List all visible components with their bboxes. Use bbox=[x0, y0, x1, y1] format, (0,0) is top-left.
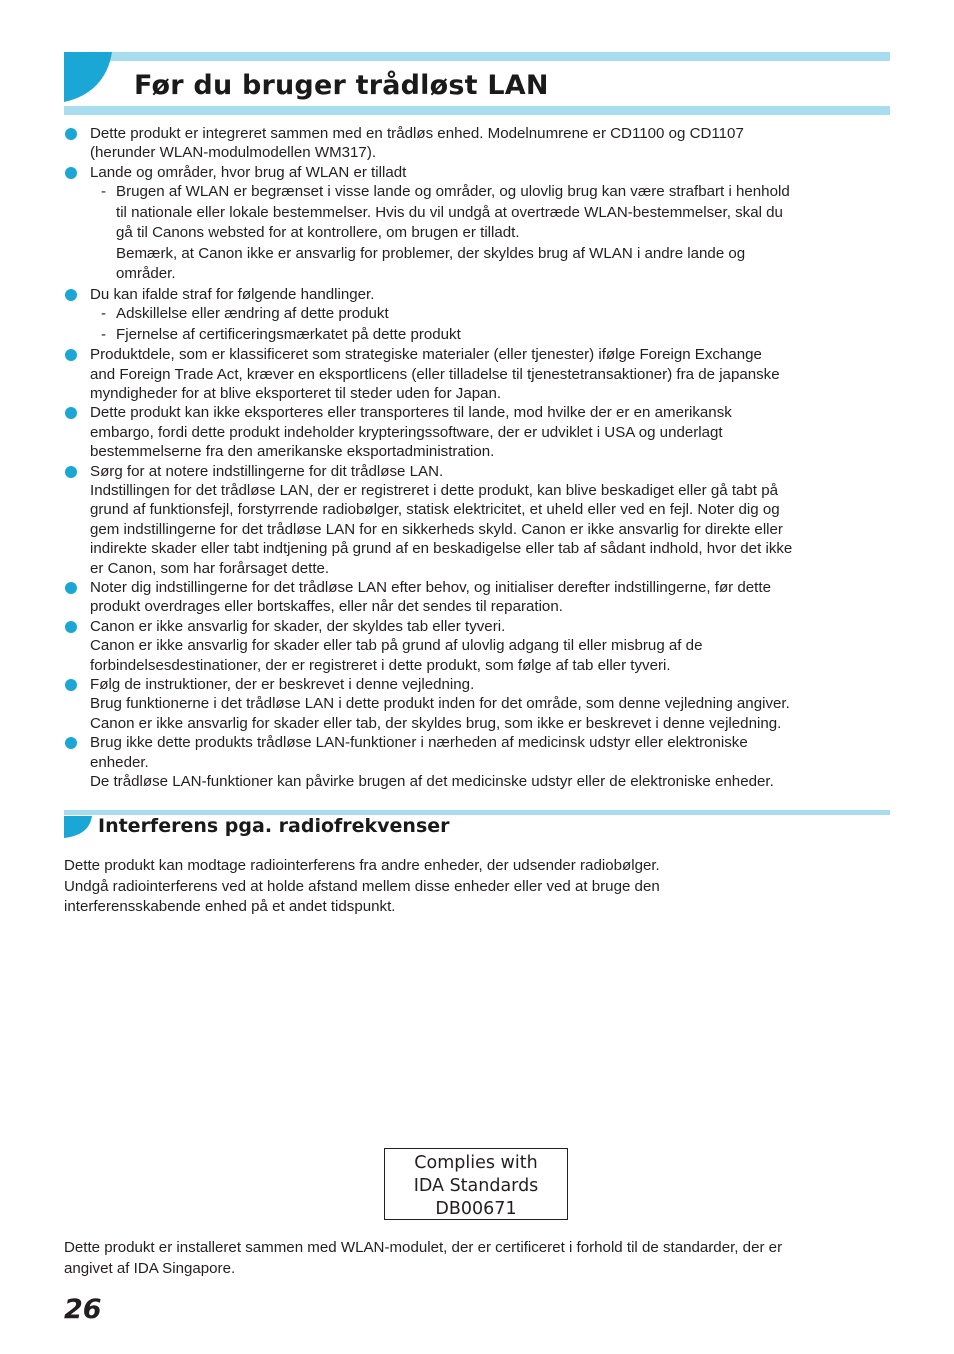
sub-text-line: Fjernelse af certificeringsmærkatet på dette produkt bbox=[116, 325, 461, 343]
bullet-text-line: gem indstillingerne for det trådløse LAN for en sikkerheds skyld. Canon er ikke ansvarlig for direkte eller bbox=[90, 520, 783, 538]
bullet-text-line: Følg de instruktioner, der er beskrevet i denne vejledning. bbox=[90, 676, 475, 694]
sub-item bbox=[90, 182, 888, 285]
dash-marker: - bbox=[101, 305, 107, 323]
ida-compliance-label bbox=[384, 1148, 568, 1220]
bullet-item bbox=[0, 675, 954, 733]
sub-text-line: Adskillelse eller ændring af dette produkt bbox=[116, 305, 389, 323]
sub-item bbox=[90, 304, 888, 325]
bullet-text-line: indirekte skader eller tabt indtjening på grund af en beskadigelse eller tab af sådant indhold, hvor det ikke bbox=[90, 540, 793, 558]
bullet-text-line: (herunder WLAN-modulmodellen WM317). bbox=[90, 144, 377, 162]
bullet-dot-icon bbox=[65, 737, 77, 749]
bullet-text-line: Canon er ikke ansvarlig for skader, der skyldes tab eller tyveri. bbox=[90, 617, 506, 635]
paragraph-line: Dette produkt kan modtage radiointerferens fra andre enheder, der udsender radiobølger. bbox=[64, 857, 660, 874]
bullet-dot-icon bbox=[65, 289, 77, 301]
bullet-text-line: Canon er ikke ansvarlig for skader eller tab på grund af ulovlig adgang til eller misbrug af de bbox=[90, 637, 703, 655]
bullet-text-line: Du kan ifalde straf for følgende handlinger. bbox=[90, 285, 375, 303]
bullet-dot-icon bbox=[65, 349, 77, 361]
sub-list bbox=[90, 304, 888, 345]
dash-marker: - bbox=[101, 325, 107, 343]
bullet-text-line: bestemmelserne fra den amerikanske eksportadministration. bbox=[90, 443, 495, 461]
sub-item bbox=[90, 325, 888, 346]
ida-label-line: DB00671 bbox=[435, 1199, 517, 1219]
bullet-text-line: Canon er ikke ansvarlig for skader eller tab, der skyldes brug, som ikke er beskrevet i denne vejledning. bbox=[90, 714, 782, 732]
paragraph-line: Undgå radiointerferens ved at holde afstand mellem disse enheder eller ved at bruge den bbox=[64, 877, 660, 895]
page-title: Før du bruger trådløst LAN bbox=[134, 70, 549, 101]
bullet-item bbox=[0, 462, 954, 578]
bullet-text-line: Produktdele, som er klassificeret som strategiske materialer (eller tjenester) ifølge Foreign Exchange bbox=[90, 346, 762, 364]
bullet-item bbox=[0, 285, 954, 345]
bullet-dot-icon bbox=[65, 621, 77, 633]
section-paragraph bbox=[64, 856, 890, 918]
page-number: 26 bbox=[64, 1294, 102, 1325]
bullet-text-line: Brug funktionerne i det trådløse LAN i dette produkt inden for det område, som denne vejledning angiver. bbox=[90, 695, 790, 713]
bullet-text-line: Dette produkt er integreret sammen med en trådløs enhed. Modelnumrene er CD1100 og CD1107 bbox=[90, 125, 744, 142]
title-tab-shape bbox=[64, 52, 112, 102]
bullet-item bbox=[0, 403, 954, 461]
bullet-dot-icon bbox=[65, 407, 77, 419]
ida-label-line: IDA Standards bbox=[413, 1176, 539, 1196]
bullet-text-line: and Foreign Trade Act, kræver en eksportlicens (eller tilladelse til tjenestetransaktioner) fra de japanske bbox=[90, 365, 780, 383]
sub-text-line: Brugen af WLAN er begrænset i visse lande og områder, og ulovlig brug kan være strafbart i henhold bbox=[116, 183, 790, 201]
bullet-text-line: Dette produkt kan ikke eksporteres eller transporteres til lande, mod hvilke der er en amerikansk bbox=[90, 404, 732, 422]
footer-paragraph bbox=[64, 1238, 890, 1279]
title-bar-bottom bbox=[64, 106, 890, 115]
sub-text-line: områder. bbox=[116, 265, 176, 283]
section-title: Interferens pga. radiofrekvenser bbox=[98, 815, 450, 837]
sub-text-line: gå til Canons websted for at kontrollere, om brugen er tilladt. bbox=[116, 224, 520, 242]
section-tab-shape bbox=[64, 816, 92, 838]
bullet-item bbox=[0, 163, 954, 285]
bullet-item bbox=[0, 617, 954, 675]
bullet-list bbox=[0, 124, 954, 791]
bullet-text-line: Sørg for at notere indstillingerne for dit trådløse LAN. bbox=[90, 462, 444, 480]
bullet-dot-icon bbox=[65, 167, 77, 179]
bullet-text-line: embargo, fordi dette produkt indeholder krypteringssoftware, der er udviklet i USA og underlagt bbox=[90, 423, 723, 441]
bullet-item bbox=[0, 345, 954, 403]
sub-text-line: Bemærk, at Canon ikke er ansvarlig for problemer, der skyldes brug af WLAN i andre lande og bbox=[116, 244, 746, 262]
bullet-dot-icon bbox=[65, 128, 77, 140]
bullet-text-line: produkt overdrages eller bortskaffes, eller når det sendes til reparation. bbox=[90, 598, 563, 616]
bullet-text-line: Brug ikke dette produkts trådløse LAN-funktioner i nærheden af medicinsk udstyr eller elektroniske bbox=[90, 734, 748, 752]
bullet-dot-icon bbox=[65, 582, 77, 594]
bullet-item bbox=[0, 733, 954, 791]
bullet-dot-icon bbox=[65, 679, 77, 691]
ida-label-line: Complies with bbox=[414, 1153, 538, 1173]
bullet-text-line: De trådløse LAN-funktioner kan påvirke brugen af det medicinske udstyr eller de elektroniske enheder. bbox=[90, 773, 774, 791]
bullet-item bbox=[0, 124, 954, 163]
bullet-item bbox=[0, 578, 954, 617]
bullet-text-line: myndigheder for at blive eksporteret til steder uden for Japan. bbox=[90, 384, 502, 402]
bullet-text-line: forbindelsesdestinationer, der er registreret i dette produkt, som følge af tab eller tyveri. bbox=[90, 656, 671, 674]
dash-marker: - bbox=[101, 183, 107, 201]
bullet-text-line: er Canon, som har forårsaget dette. bbox=[90, 559, 330, 577]
bullet-dot-icon bbox=[65, 466, 77, 478]
paragraph-line: angivet af IDA Singapore. bbox=[64, 1259, 236, 1277]
bullet-text-line: grund af funktionsfejl, forstyrrende radiobølger, statisk elektricitet, et uheld eller ved en fejl. Noter dig og bbox=[90, 501, 780, 519]
bullet-content bbox=[0, 124, 954, 791]
paragraph-line: Dette produkt er installeret sammen med WLAN-modulet, der er certificeret i forhold til de standarder, der er bbox=[64, 1239, 783, 1256]
paragraph-line: interferensskabende enhed på et andet tidspunkt. bbox=[64, 898, 396, 915]
sub-text-line: til nationale eller lokale bestemmelser. Hvis du vil undgå at overtræde WLAN-bestemmelser, skal du bbox=[116, 203, 783, 221]
bullet-text-line: Indstillingen for det trådløse LAN, der er registreret i dette produkt, kan blive beskadiget eller gå tabt på bbox=[90, 481, 778, 499]
sub-list bbox=[90, 182, 888, 285]
title-bar-top bbox=[64, 52, 890, 61]
bullet-text-line: Lande og områder, hvor brug af WLAN er tilladt bbox=[90, 163, 407, 181]
bullet-text-line: Noter dig indstillingerne for det trådløse LAN efter behov, og initialiser derefter indstillingerne, før dette bbox=[90, 579, 771, 596]
bullet-text-line: enheder. bbox=[90, 753, 149, 771]
